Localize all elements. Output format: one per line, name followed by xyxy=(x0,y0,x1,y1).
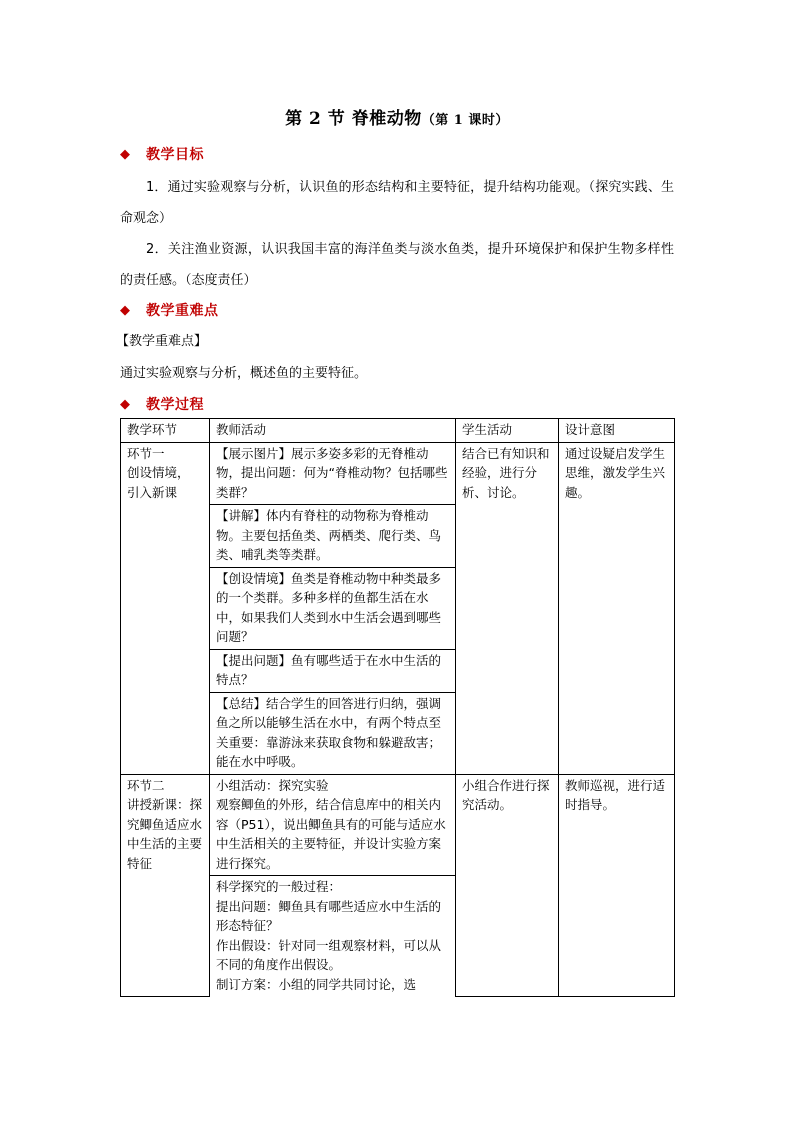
section-goals-heading xyxy=(120,144,204,164)
teacher-activity-cell: 【展示图片】展示多姿多彩的无脊椎动物，提出问题：何为“脊椎动物？包括哪些类群？ xyxy=(210,442,456,505)
student-activity-cell: 小组合作进行探究活动。 xyxy=(456,774,559,996)
header-teacher: 教师活动 xyxy=(210,419,456,443)
design-intent-cell: 通过设疑启发学生思维，激发学生兴趣。 xyxy=(559,442,675,774)
title-sub: （第 1 课时） xyxy=(421,113,509,128)
table-header-row xyxy=(121,419,675,443)
section-label: 教学重难点 xyxy=(146,303,219,319)
stage-cell: 环节一 创设情境， 引入新课 xyxy=(121,442,210,774)
goal-item-1: 1．通过实验观察与分析，认识鱼的形态结构和主要特征，提升结构功能观。（探究实践、生命观念） xyxy=(120,180,674,226)
stage-cell: 环节二 讲授新课：探究鲫鱼适应水中生活的主要特征 xyxy=(121,774,210,996)
section-label: 教学过程 xyxy=(146,397,204,413)
section-process-heading xyxy=(120,394,204,414)
teacher-activity-cell: 【讲解】体内有脊柱的动物称为脊椎动物。主要包括鱼类、两栖类、爬行类、鸟类、哺乳类等类群。 xyxy=(210,505,456,568)
diamond-icon: ◆ xyxy=(120,396,130,412)
keypoints-heading: 【教学重难点】 xyxy=(116,334,208,349)
section-label: 教学目标 xyxy=(146,147,204,163)
teacher-activity-cell: 【总结】结合学生的回答进行归纳，强调鱼之所以能够生活在水中，有两个特点至关重要：靠游泳来获取食物和躲避敌害；能在水中呼吸。 xyxy=(210,692,456,774)
section-keypoints-heading xyxy=(120,300,219,320)
teacher-activity-cell: 【创设情境】鱼类是脊椎动物中种类最多的一个类群。多种多样的鱼都生活在水中，如果我们人类到水中生活会遇到哪些问题？ xyxy=(210,567,456,649)
header-student: 学生活动 xyxy=(456,419,559,443)
title-main: 第 2 节 脊椎动物 xyxy=(285,109,422,129)
design-intent-cell: 教师巡视，进行适时指导。 xyxy=(559,774,675,996)
diamond-icon: ◆ xyxy=(120,302,130,318)
header-stage: 教学环节 xyxy=(121,419,210,443)
process-table xyxy=(120,418,675,997)
table-row xyxy=(121,774,675,876)
teacher-activity-cell: 【提出问题】鱼有哪些适于在水中生活的特点？ xyxy=(210,649,456,692)
table-row xyxy=(121,442,675,505)
header-intent: 设计意图 xyxy=(559,419,675,443)
diamond-icon: ◆ xyxy=(120,146,130,162)
teacher-activity-cell: 小组活动：探究实验 观察鲫鱼的外形，结合信息库中的相关内容（P51），说出鲫鱼具有的可能与适应水中生活相关的主要特征，并设计实验方案进行探究。 xyxy=(210,774,456,876)
keypoints-text: 通过实验观察与分析，概述鱼的主要特征。 xyxy=(120,366,368,381)
goal-item-2: 2．关注渔业资源，认识我国丰富的海洋鱼类与淡水鱼类，提升环境保护和保护生物多样性的责任感。（态度责任） xyxy=(120,242,674,288)
teacher-activity-cell: 科学探究的一般过程： 提出问题：鲫鱼具有哪些适应水中生活的形态特征？ 作出假设：针对同一组观察材料，可以从不同的角度作出假设。 制订方案：小组的同学共同讨论，选 xyxy=(210,876,456,997)
page-title xyxy=(0,104,794,129)
student-activity-cell: 结合已有知识和经验，进行分析、讨论。 xyxy=(456,442,559,774)
